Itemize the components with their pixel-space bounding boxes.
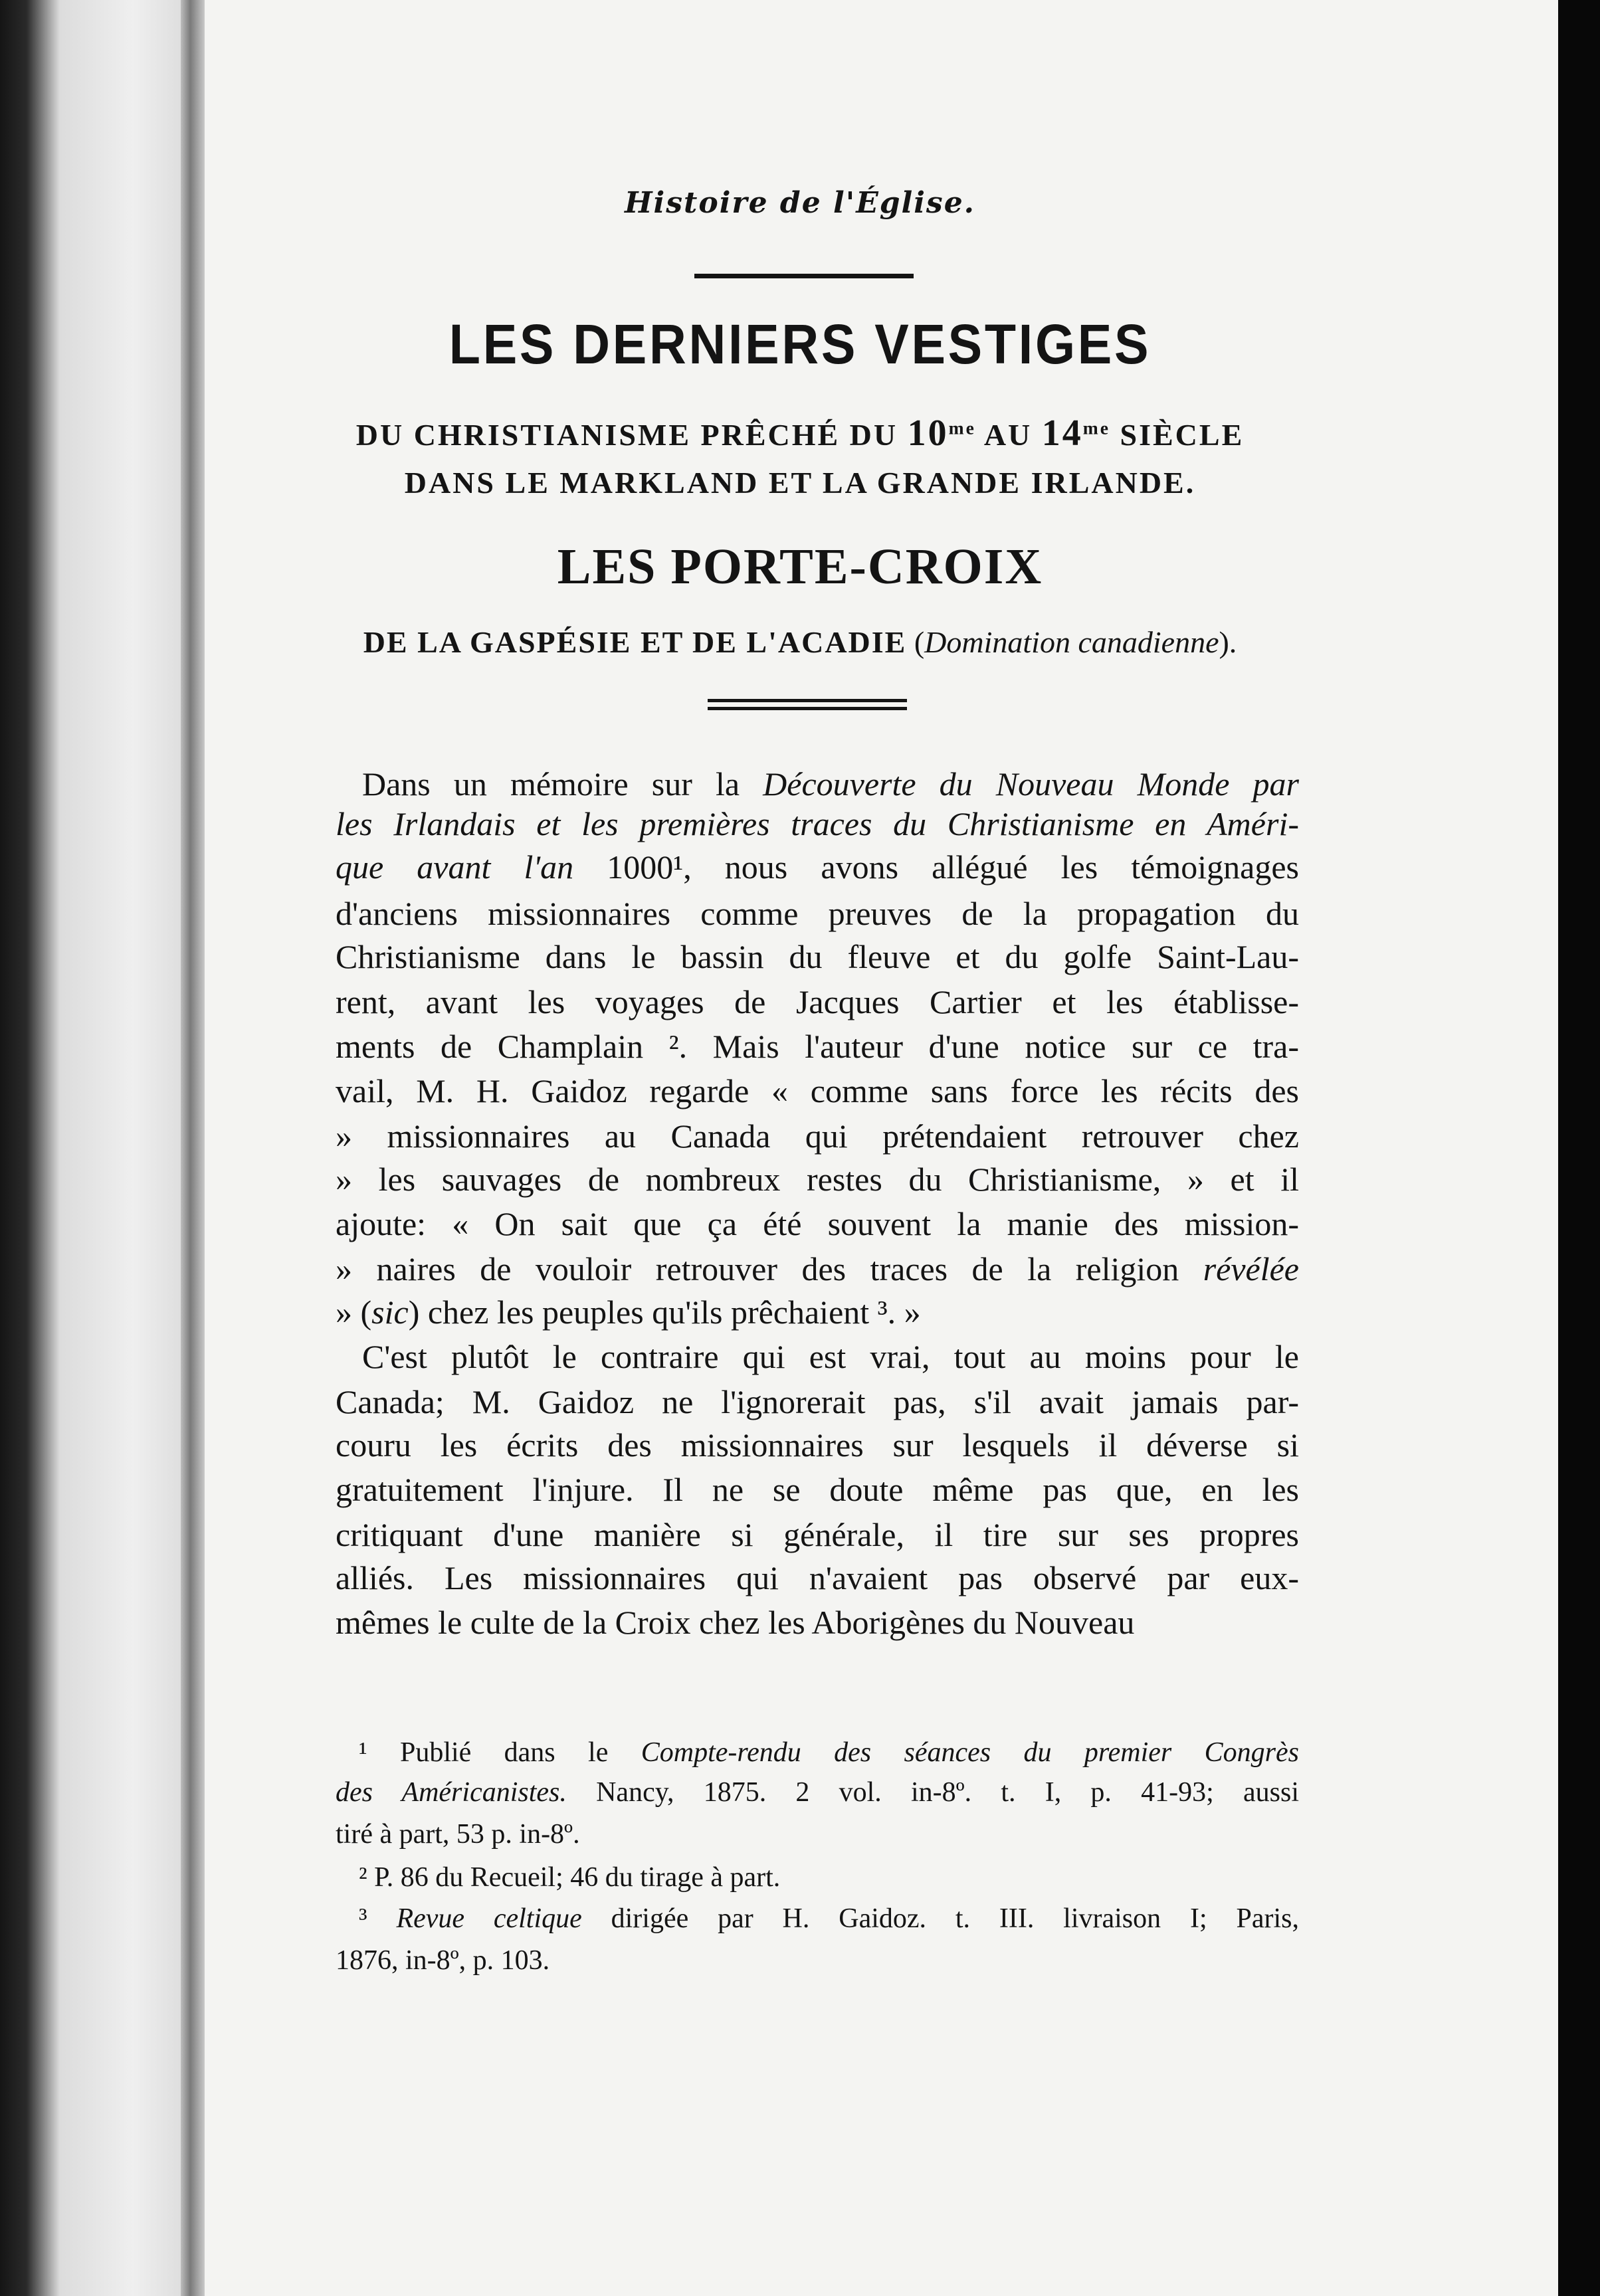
body-line: Canada; M. Gaidoz ne l'ignorerait pas, s'il avait jamais par- — [336, 1383, 1299, 1420]
body-line: ments de Champlain ². Mais l'auteur d'une notice sur ce tra- — [336, 1028, 1299, 1065]
subtitle-line-1: DU CHRISTIANISME PRÊCHÉ DU $10^{me}$ AU $14^{me}$ SIÈCLE — [355, 413, 1245, 454]
footnote-line: des Américanistes. Nancy, 1875. 2 vol. in-8º. t. I, p. 41-93; aussi — [336, 1777, 1299, 1808]
body-line: alliés. Les missionnaires qui n'avaient pas observé par eux- — [336, 1559, 1299, 1596]
body-line: rent, avant les voyages de Jacques Cartier et les établisse- — [336, 983, 1299, 1020]
body-line: » (sic) chez les peuples qu'ils prêchaient ³. » — [336, 1293, 921, 1331]
footnote-line: tiré à part, 53 p. in-8º. — [336, 1819, 580, 1850]
footnote-line: 1876, in-8º, p. 103. — [336, 1945, 550, 1976]
body-line: C'est plutôt le contraire qui est vrai, tout au moins pour le — [362, 1338, 1299, 1375]
body-line: gratuitement l'injure. Il ne se doute même pas que, en les — [336, 1471, 1299, 1508]
body-line: critiquant d'une manière si générale, il tire sur ses propres — [336, 1516, 1299, 1553]
footnote-line: ³ Revue celtique dirigée par H. Gaidoz. t. III. livraison I; Paris, — [359, 1903, 1299, 1934]
body-line: Dans un mémoire sur la Découverte du Nouveau Monde par — [362, 765, 1299, 803]
separator-rule-top — [708, 699, 907, 702]
second-title: LES PORTE-CROIX — [557, 539, 1043, 595]
body-line: mêmes le culte de la Croix chez les Aborigènes du Nouveau — [336, 1604, 1135, 1641]
running-header: Histoire de l'Église. — [624, 186, 976, 220]
body-line: ajoute: « On sait que ça été souvent la manie des mission- — [336, 1205, 1299, 1242]
body-line: Christianisme dans le bassin du fleuve et du golfe Saint-Lau- — [336, 938, 1299, 975]
body-line: vail, M. H. Gaidoz regarde « comme sans force les récits des — [336, 1072, 1299, 1109]
header-rule — [694, 274, 914, 278]
body-line: les Irlandais et les premières traces du Christianisme en Améri- — [336, 805, 1299, 842]
footnote-line: ² P. 86 du Recueil; 46 du tirage à part. — [359, 1862, 781, 1893]
body-line: d'anciens missionnaires comme preuves de la propagation du — [336, 895, 1299, 932]
body-line: » naires de vouloir retrouver des traces de la religion révélée — [336, 1250, 1299, 1288]
subtitle-line-3: DE LA GASPÉSIE ET DE L'ACADIE (Domination canadienne). — [363, 625, 1237, 659]
subtitle-line-2: DANS LE MARKLAND ET LA GRANDE IRLANDE. — [404, 466, 1196, 500]
body-line: que avant l'an 1000¹, nous avons allégué les témoignages — [336, 848, 1299, 886]
body-line: couru les écrits des missionnaires sur lesquels il déverse si — [336, 1426, 1299, 1464]
footnote-line: ¹ Publié dans le Compte-rendu des séances du premier Congrès — [359, 1737, 1299, 1768]
separator-rule-bottom — [708, 707, 907, 710]
body-line: » les sauvages de nombreux restes du Christianisme, » et il — [336, 1161, 1299, 1198]
main-title: LES DERNIERS VESTIGES — [449, 313, 1151, 375]
body-line: » missionnaires au Canada qui prétendaient retrouver chez — [336, 1117, 1299, 1155]
